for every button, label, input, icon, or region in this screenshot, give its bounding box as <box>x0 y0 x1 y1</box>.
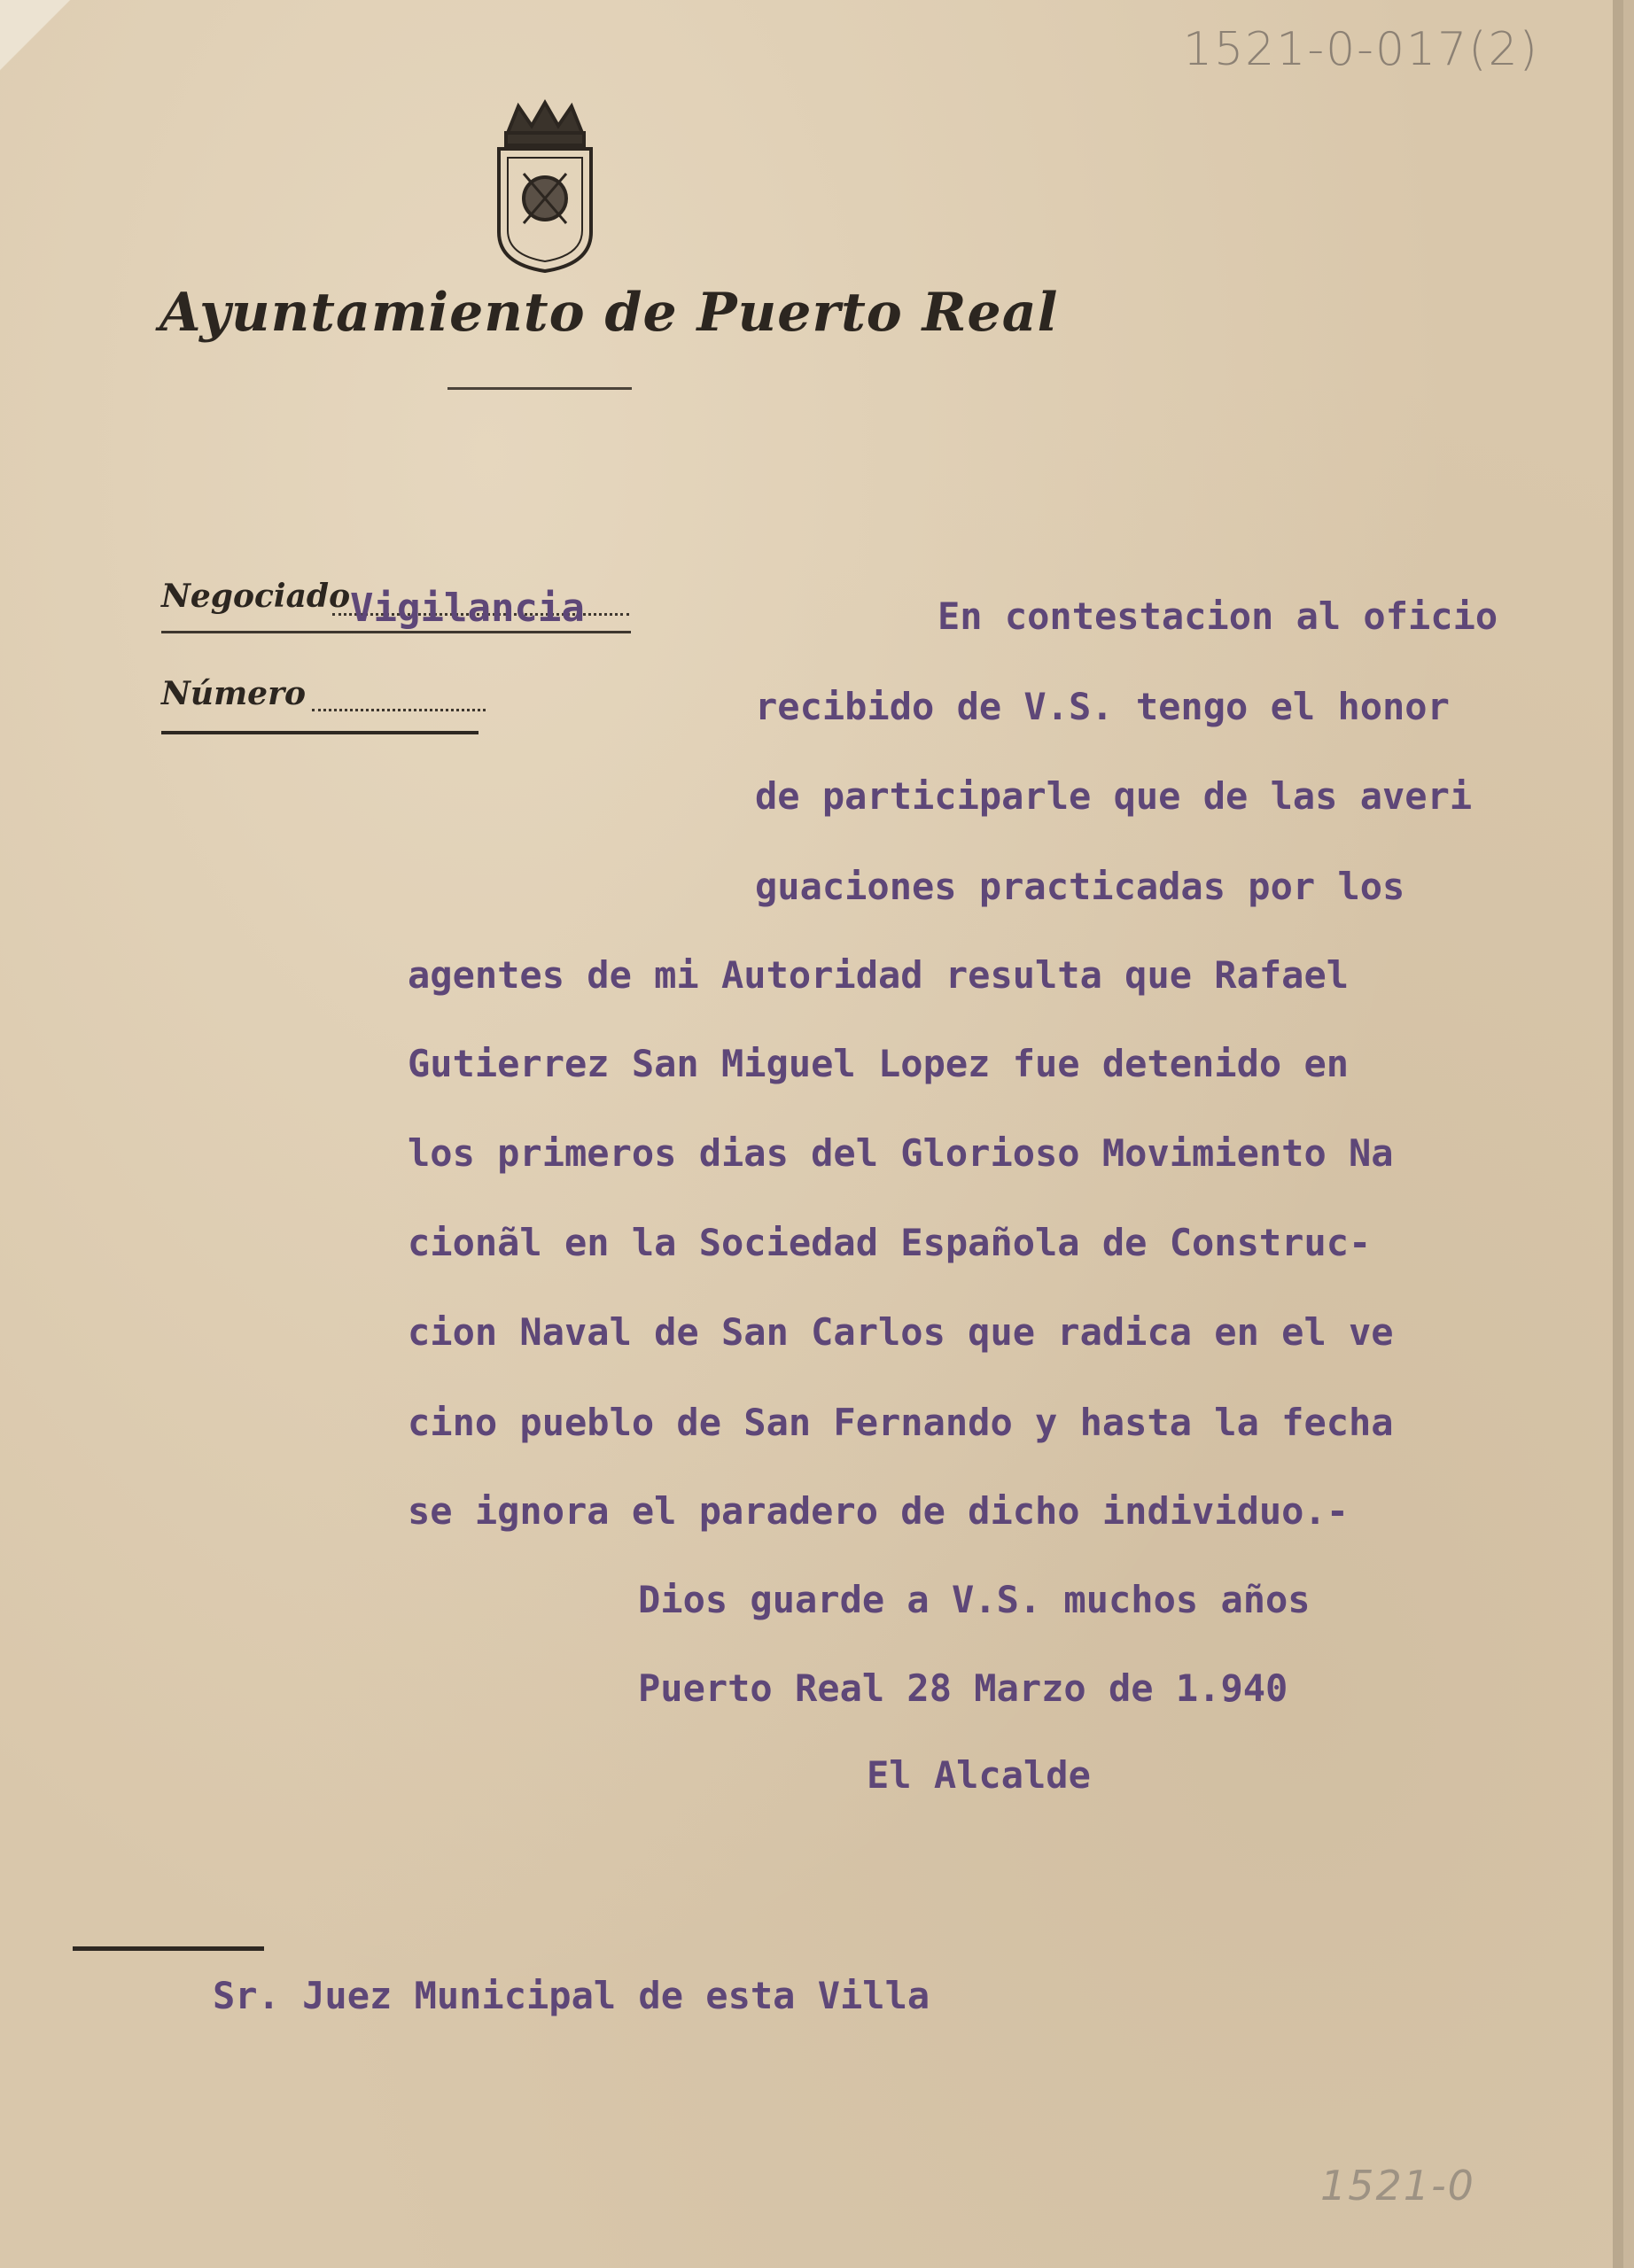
numero-dotted-line <box>312 709 486 711</box>
body-line: los primeros dias del Glorioso Movimiento Na <box>408 1131 1394 1175</box>
body-line: se ignora el paradero de dicho individuo.- <box>408 1489 1350 1533</box>
negociado-value: Vigilancia <box>350 586 585 631</box>
numero-label: Número <box>161 675 307 712</box>
numero-underline <box>161 731 479 734</box>
body-line: de participarle que de las averi <box>755 774 1473 818</box>
negociado-label: Negociado <box>161 578 351 615</box>
coat-of-arms-icon <box>492 99 598 273</box>
body-line: En contestacion al oficio <box>938 594 1498 638</box>
addressee-rule <box>73 1946 264 1951</box>
place-date: Puerto Real 28 Marzo de 1.940 <box>638 1666 1288 1710</box>
archive-reference: 1521-0-017(2) <box>1183 23 1539 76</box>
body-line: agentes de mi Autoridad resulta que Rafael <box>408 953 1350 997</box>
body-line: recibido de V.S. tengo el honor <box>755 685 1450 728</box>
letterhead-divider <box>447 387 632 390</box>
letterhead-title: Ayuntamiento de Puerto Real <box>160 282 1059 344</box>
addressee: Sr. Juez Municipal de esta Villa <box>213 1974 930 2017</box>
body-line: guaciones practicadas por los <box>755 865 1405 908</box>
closing-greeting: Dios guarde a V.S. muchos años <box>638 1578 1311 1621</box>
negociado-underline <box>161 631 631 633</box>
archive-reference-footer: 1521-0 <box>1320 2162 1475 2210</box>
body-line: cionãl en la Sociedad Española de Construc- <box>408 1221 1372 1264</box>
signatory-title: El Alcalde <box>867 1753 1091 1797</box>
body-line: Gutierrez San Miguel Lopez fue detenido en <box>408 1042 1350 1085</box>
paper-edge <box>1613 0 1623 2268</box>
body-line: cion Naval de San Carlos que radica en el ve <box>408 1310 1394 1354</box>
body-line: cino pueblo de San Fernando y hasta la fecha <box>408 1401 1394 1444</box>
folded-corner <box>0 0 71 71</box>
